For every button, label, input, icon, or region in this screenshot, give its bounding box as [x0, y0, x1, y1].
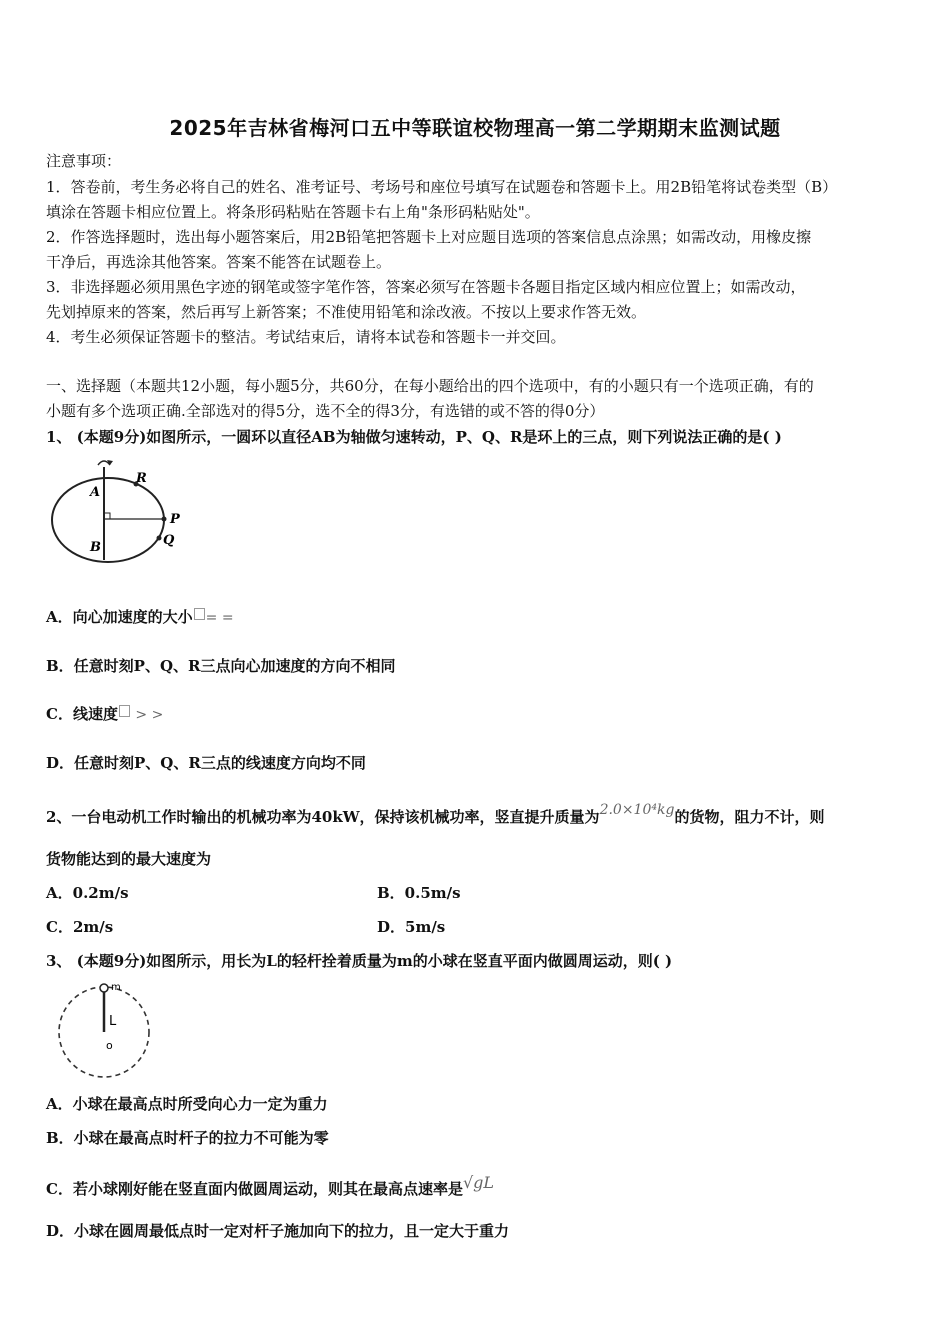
label-m: m: [111, 982, 121, 993]
question-2-option-a[interactable]: A．0.2m/s: [46, 884, 129, 902]
label-b: B: [90, 540, 101, 555]
notice-heading: 注意事项：: [46, 152, 122, 170]
point-q: [157, 536, 162, 541]
label-l: L: [109, 1014, 117, 1029]
notice-line: 2．作答选择题时，选出每小题答案后，用2B铅笔把答题卡上对应题目选项的答案信息点涂黑；如需改动，用橡皮擦: [46, 228, 812, 246]
notice-line: 1．答卷前，考生务必将自己的姓名、准考证号、考场号和座位号填写在试题卷和答题卡上。用2B铅笔将试卷类型（B）: [46, 178, 838, 196]
ring-rotation-figure: [46, 455, 196, 565]
question-3-option-a[interactable]: A．小球在最高点时所受向心力一定为重力: [46, 1095, 328, 1113]
label-o: o: [106, 1039, 113, 1052]
question-3-option-b[interactable]: B．小球在最高点时杆子的拉力不可能为零: [46, 1129, 329, 1147]
question-3-option-c[interactable]: [46, 1172, 494, 1200]
option-c-text: C．若小球刚好能在竖直面内做圆周运动，则其在最高点速率是: [46, 1180, 463, 1198]
question-1-stem: 1、 (本题9分)如图所示，一圆环以直径AB为轴做匀速转动，P、Q、R是环上的三点，则下列说法正确的是( ): [46, 428, 782, 446]
option-c-math: √gL: [462, 1173, 495, 1192]
question-2-option-c[interactable]: C．2m/s: [46, 918, 114, 936]
q2-stem-part-b: 的货物，阻力不计，则: [674, 808, 825, 826]
page-title: 2025年吉林省梅河口五中等联谊校物理高一第二学期期末监测试题: [169, 116, 781, 140]
rod-circle-figure: [52, 980, 157, 1080]
notice-line: 填涂在答题卡相应位置上。将条形码粘贴在答题卡右上角"条形码粘贴处"。: [46, 203, 540, 221]
option-c-text: C．线速度: [46, 705, 118, 723]
section-header: 一、选择题（本题共12小题，每小题5分，共60分，在每小题给出的四个选项中，有的小题只有一个选项正确，有的: [46, 377, 814, 395]
label-a: A: [90, 485, 101, 500]
notice-line: 3．非选择题必须用黑色字迹的钢笔或签字笔作答，答案必须写在答题卡各题目指定区域内相应位置上；如需改动，: [46, 278, 806, 296]
question-1-option-a[interactable]: [46, 606, 234, 629]
question-3-option-d[interactable]: D．小球在圆周最低点时一定对杆子施加向下的拉力，且一定大于重力: [46, 1222, 510, 1240]
question-3-stem: 3、 (本题9分)如图所示，用长为L的轻杆拴着质量为m的小球在竖直平面内做圆周运动，则( ): [46, 952, 673, 970]
label-p: P: [170, 512, 180, 527]
question-1-option-c[interactable]: [46, 703, 163, 726]
ball-icon: [100, 984, 108, 992]
q2-stem-part-a: 2、一台电动机工作时输出的机械功率为40kW，保持该机械功率，竖直提升质量为: [46, 808, 600, 826]
point-p: [162, 517, 167, 522]
notice-line: 先划掉原来的答案，然后再写上新答案；不准使用铅笔和涂改液。不按以上要求作答无效。: [46, 303, 647, 321]
question-2-stem: [46, 799, 824, 828]
question-2-option-b[interactable]: B．0.5m/s: [377, 884, 461, 902]
notice-line: 干净后，再选涂其他答案。答案不能答在试题卷上。: [46, 253, 392, 271]
question-1-option-b[interactable]: [46, 655, 396, 677]
question-1-option-d[interactable]: [46, 752, 366, 774]
section-header: 小题有多个选项正确.全部选对的得5分，选不全的得3分，有选错的或不答的得0分）: [46, 402, 605, 420]
option-b-text: B．任意时刻P、Q、R三点向心加速度的方向不相同: [46, 657, 396, 675]
question-2-stem-continued: 货物能达到的最大速度为: [46, 850, 212, 868]
question-2-option-d[interactable]: D．5m/s: [377, 918, 446, 936]
option-a-text: A．向心加速度的大小: [46, 608, 193, 626]
option-d-text: D．任意时刻P、Q、R三点的线速度方向均不同: [46, 754, 366, 772]
ring-shape: [52, 478, 164, 562]
notice-line: 4．考生必须保证答题卡的整洁。考试结束后，请将本试卷和答题卡一并交回。: [46, 328, 566, 346]
option-a-math: = =: [205, 610, 234, 626]
label-r: R: [136, 471, 147, 486]
option-c-math: > >: [130, 707, 164, 723]
label-q: Q: [163, 533, 175, 548]
q2-mass-math: 2.0×10⁴kg: [599, 802, 675, 818]
